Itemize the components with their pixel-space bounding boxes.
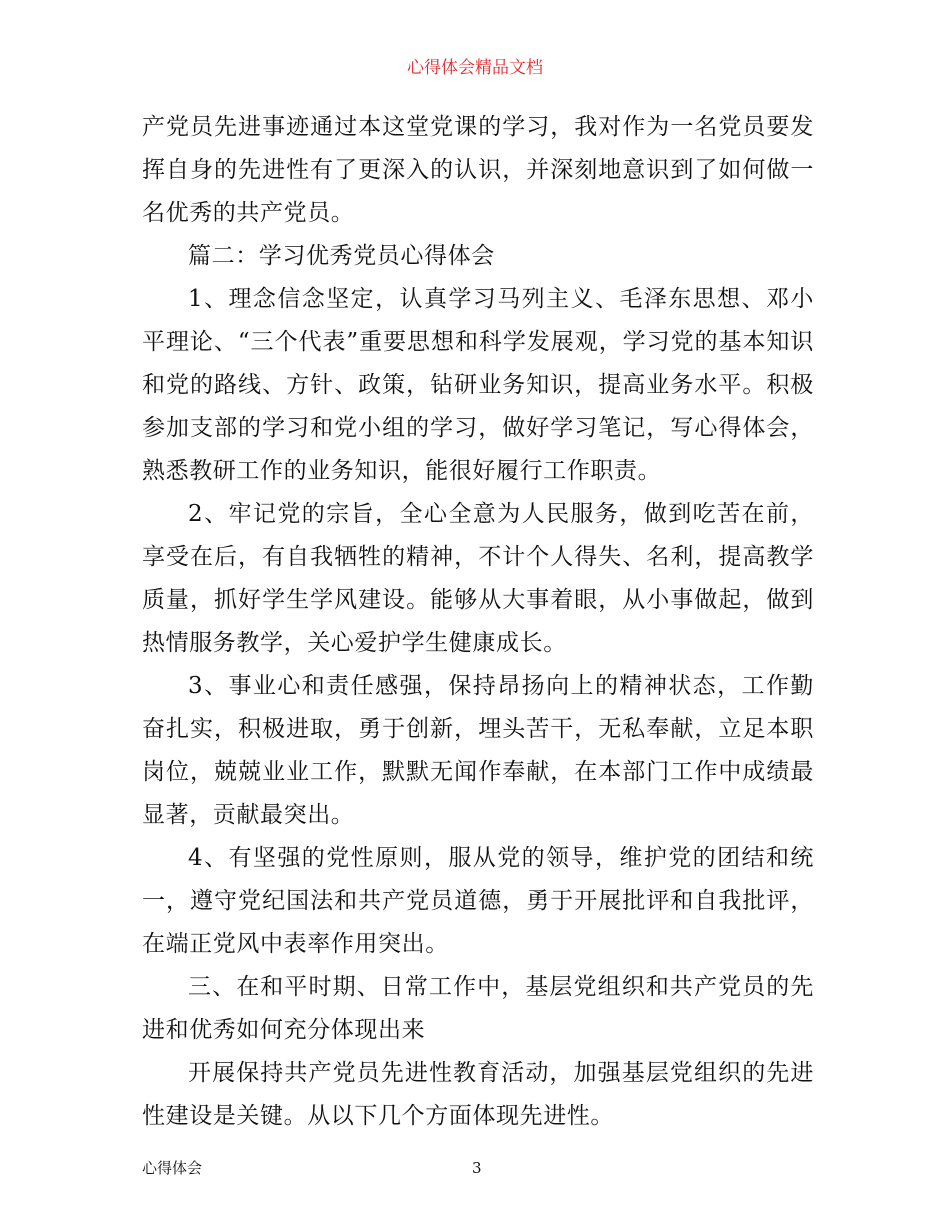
paragraph-point-2: 2、牢记党的宗旨，全心全意为人民服务，做到吃苦在前，享受在后，有自我牺牲的精神，不计个人得失、名利，提高教学质量，抓好学生学风建设。能够从大事着眼，从小事做起，做到热情服务教学，关心爱护学生健康成长。 (142, 501, 814, 656)
page-header-title: 心得体会精品文档 (407, 58, 543, 78)
section-heading-part-two: 篇二：学习优秀党员心得体会 (188, 243, 495, 269)
page-number: 3 (472, 1159, 482, 1177)
paragraph-point-3: 3、事业心和责任感强，保持昂扬向上的精神状态，工作勤奋扎实，积极进取，勇于创新，埋头苦干，无私奉献，立足本职岗位，兢兢业业工作，默默无闻作奉献，在本部门工作中成绩最显著，贡献最突出。 (142, 673, 814, 828)
paragraph-continuation: 产党员先进事迹通过本这堂党课的学习，我对作为一名党员要发挥自身的先进性有了更深入的认识，并深刻地意识到了如何做一名优秀的共产党员。 (142, 114, 814, 226)
section-heading-three: 三、在和平时期、日常工作中，基层党组织和共产党员的先进和优秀如何充分体现出来 (142, 974, 814, 1043)
footer-label: 心得体会 (142, 1159, 203, 1177)
paragraph-point-1: 1、理念信念坚定，认真学习马列主义、毛泽东思想、邓小平理论、“三个代表”重要思想和科学发展观，学习党的基本知识和党的路线、方针、政策，钻研业务知识，提高业务水平。积极参加支部的学习和党小组的学习，做好学习笔记，写心得体会，熟悉教研工作的业务知识，能很好履行工作职责。 (142, 286, 814, 484)
paragraph-advancement: 开展保持共产党员先进性教育活动，加强基层党组织的先进性建设是关键。从以下几个方面体现先进性。 (142, 1060, 814, 1129)
page-footer (142, 1156, 814, 1180)
document-body (142, 106, 814, 1138)
paragraph-point-4: 4、有坚强的党性原则，服从党的领导，维护党的团结和统一，遵守党纪国法和共产党员道德，勇于开展批评和自我批评，在端正党风中表率作用突出。 (142, 845, 814, 957)
